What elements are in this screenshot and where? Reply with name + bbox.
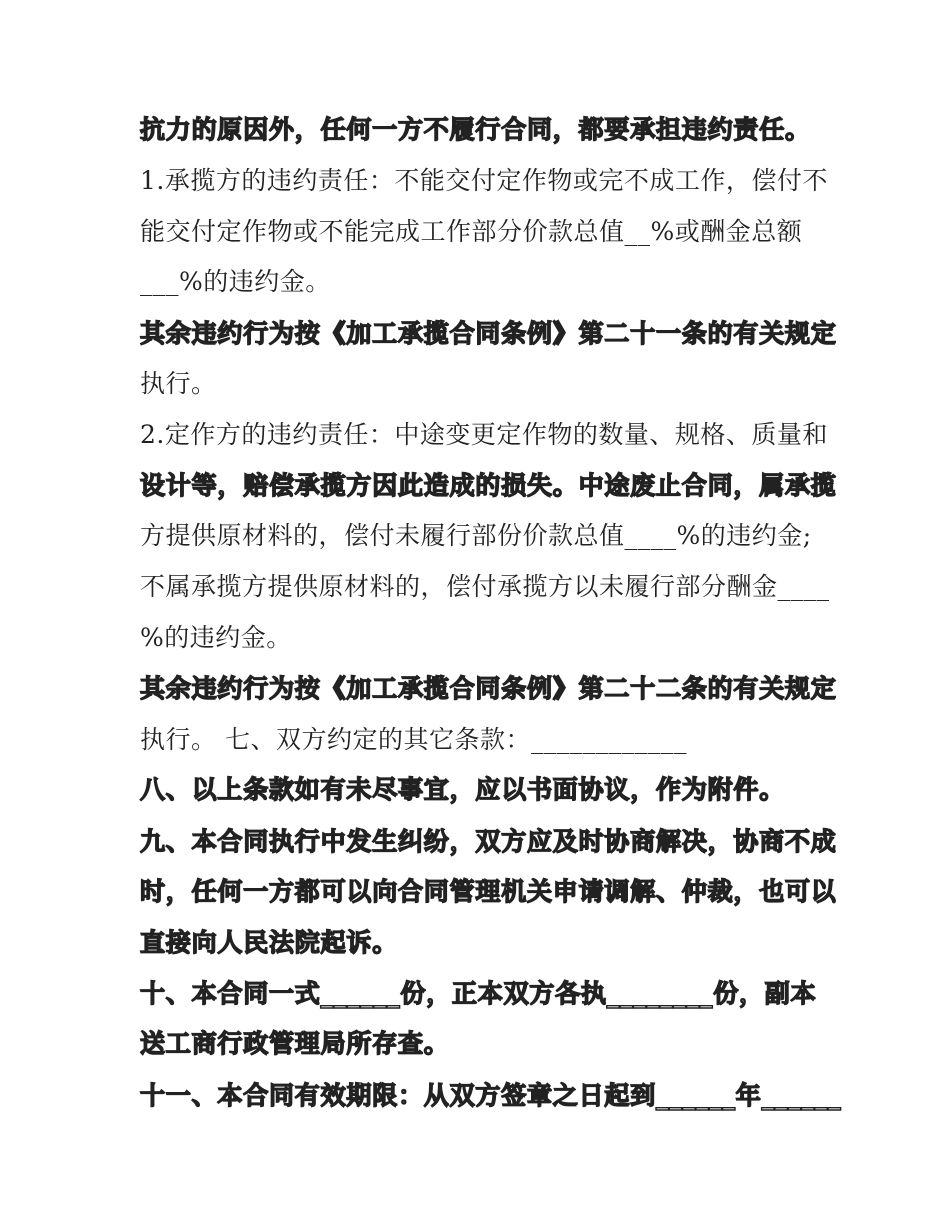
text-line-4: ___%的违约金。 — [140, 267, 331, 296]
text-line-14: 八、以上条款如有未尽事宜，应以书面协议，作为附件。 — [140, 775, 786, 804]
text-line-1: 抗力的原因外，任何一方不履行合同，都要承担违约责任。 — [140, 115, 811, 144]
text-line-7: 2.定作方的违约责任：中途变更定作物的数量、规格、质量和 — [140, 420, 828, 449]
text-line-17: 直接向人民法院起诉。 — [140, 928, 399, 957]
text-line-15: 九、本合同执行中发生纠纷，双方应及时协商解决，协商不成 — [140, 827, 837, 856]
text-line-18: 十、本合同一式______份，正本双方各执________份，副本 — [140, 979, 817, 1008]
text-line-10: 不属承揽方提供原材料的，偿付承揽方以未履行部分酬金____ — [140, 572, 830, 601]
text-line-2: 1.承揽方的违约责任：不能交付定作物或完不成工作，偿付不 — [140, 166, 828, 195]
text-line-13: 执行。 七、双方约定的其它条款：____________ — [140, 725, 687, 754]
text-line-8: 设计等，赔偿承揽方因此造成的损失。中途废止合同，属承揽 — [140, 471, 837, 500]
text-line-5: 其余违约行为按《加工承揽合同条例》第二十一条的有关规定 — [140, 319, 837, 348]
text-line-20: 十一、本合同有效期限：从双方签章之日起到______年______ — [140, 1081, 842, 1110]
text-line-16: 时，任何一方都可以向合同管理机关申请调解、仲裁，也可以 — [140, 877, 837, 906]
text-line-12: 其余违约行为按《加工承揽合同条例》第二十二条的有关规定 — [140, 674, 837, 703]
text-line-6: 执行。 — [140, 369, 217, 398]
text-line-3: 能交付定作物或不能完成工作部分价款总值__%或酬金总额 — [140, 217, 803, 246]
text-line-19: 送工商行政管理局所存查。 — [140, 1029, 450, 1058]
text-line-9: 方提供原材料的，偿付未履行部份价款总值____%的违约金; — [140, 521, 812, 550]
text-line-11: %的违约金。 — [140, 623, 292, 652]
